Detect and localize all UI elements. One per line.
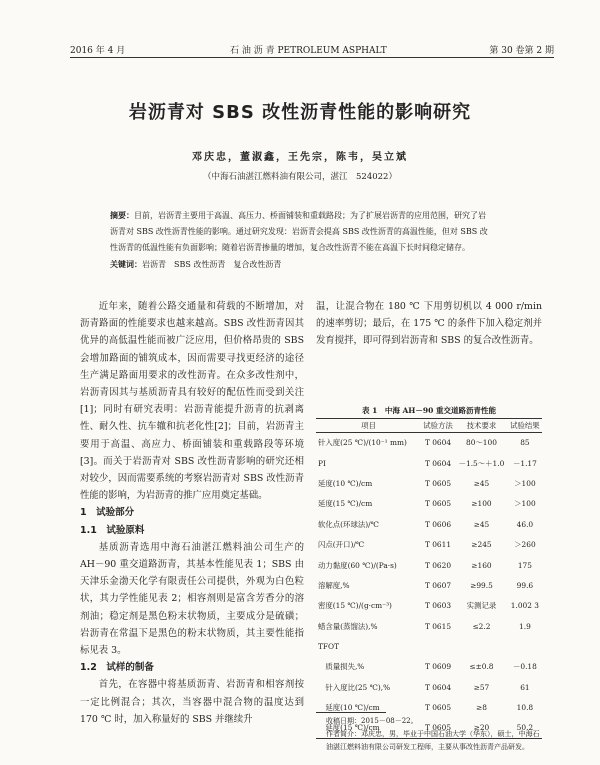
table-cell: ≥8 <box>476 703 487 713</box>
table-cell <box>421 636 455 656</box>
header-journal: 石 油 沥 青 PETROLEUM ASPHALT <box>230 46 387 56</box>
table-cell: T 0604 <box>424 682 452 692</box>
table-row <box>316 514 542 534</box>
table-row <box>316 473 542 493</box>
header-date: 2016 年 4 月 <box>70 46 126 56</box>
table-cell: 46.0 <box>516 519 534 529</box>
table-cell: 延度(15 ℃)/cm <box>318 499 373 509</box>
footnote-received: 收稿日期：2015－08－22。 <box>326 717 418 725</box>
table-cell: 密度(15 ℃)/(g·cm⁻³) <box>318 601 392 611</box>
table-cell: ≥20 <box>473 723 490 733</box>
table-row <box>316 575 542 595</box>
footnote <box>326 715 542 754</box>
table-header-cell: 技术要求 <box>466 421 497 430</box>
abstract-label: 摘要： <box>110 210 134 220</box>
table-cell: T 0606 <box>424 519 452 529</box>
table-row <box>316 616 542 636</box>
table-cell: T 0611 <box>424 540 452 550</box>
properties-table <box>316 418 542 739</box>
keywords-text: 岩沥青 SBS 改性沥青 复合改性沥青 <box>142 260 282 269</box>
table-cell: 溶解度,% <box>318 580 350 590</box>
table-cell: －1.17 <box>512 458 537 468</box>
abstract-text: 目前，岩沥青主要用于高温、高压力、桥面铺装和重载路段；为了扩展岩沥青的应用范围，研究了岩沥青对 SBS 改性沥青性能的影响。通过研究发现：岩沥青会提高 SBS 改性沥青的高温性能，但对 SBS 改性沥青的低温性能有负面影响；随着岩沥青掺量的增加，复合改性沥青不能在高温下长时间稳定储存。 <box>110 211 488 252</box>
table-cell: 80～100 <box>466 438 497 448</box>
table-cell: 61 <box>520 682 530 692</box>
table-cell: 蜡含量(蒸馏法),% <box>318 621 378 631</box>
table-cell: ≤±0.8 <box>469 662 494 672</box>
table-cell <box>508 636 542 656</box>
table-cell: ≥245 <box>471 540 492 550</box>
table-cell: T 0615 <box>424 621 452 631</box>
table-cell: 延度(10 ℃)/cm <box>318 478 373 488</box>
table-header-cell: 试验方法 <box>423 421 453 430</box>
table-row <box>316 433 542 453</box>
abstract <box>110 207 490 273</box>
table-cell: 针入度(25 ℃)/(10⁻¹ mm) <box>318 438 407 448</box>
table-row <box>316 453 542 473</box>
table-cell: 99.6 <box>516 580 534 590</box>
left-column <box>80 298 304 728</box>
table-cell: ≥57 <box>473 682 490 692</box>
table-header-cell: 试验结果 <box>510 421 540 430</box>
table-cell: T 0604 <box>424 438 452 448</box>
table-cell: T 0605 <box>424 703 452 713</box>
table-cell: 85 <box>520 438 530 448</box>
table-row <box>316 534 542 554</box>
keywords-label: 关键词： <box>110 259 142 269</box>
section-heading-1-2: 1.2 试样的制备 <box>80 662 154 674</box>
table-cell: 175 <box>517 560 532 570</box>
table-cell: －1.5～＋1.0 <box>458 458 505 468</box>
table-header-cell: 项目 <box>361 421 376 430</box>
table-row <box>316 596 542 616</box>
table-cell: 1.9 <box>519 621 531 631</box>
table-cell: TFOT <box>318 642 340 652</box>
table-cell: 1.002 3 <box>510 601 540 611</box>
table-cell: －0.18 <box>512 662 537 672</box>
table-cell: T 0604 <box>424 458 452 468</box>
table-cell: 10.8 <box>516 703 534 713</box>
table-cell: ＞100 <box>514 478 536 488</box>
table-cell: 软化点(环球法)/℃ <box>318 519 379 529</box>
table-cell: ＞260 <box>514 540 536 550</box>
table-row <box>316 555 542 575</box>
header-volume: 第 30 卷第 2 期 <box>489 46 554 56</box>
table-cell: T 0607 <box>424 580 452 590</box>
table-cell: 延度(10 ℃)/cm <box>318 703 380 713</box>
footnote-author-info: 作者简介：邓庆忠，男，毕业于中国石油大学（华东），硕士，中海石油湛江燃料油有限公司研发工程师，主要从事改性沥青产品研发。 <box>326 730 540 751</box>
table-cell: T 0620 <box>424 560 452 570</box>
intro-paragraph: 近年来，随着公路交通量和荷载的不断增加，对沥青路面的性能要求也越来越高。SBS 改性沥青因其优异的高低温性能而被广泛应用，但价格昂贵的 SBS 会增加路面的铺筑成本，因而需要寻找更经济的途径生产满足路面用要求的改性沥青。在众多改性剂中，岩沥青因其与基质沥青具有较好的配伍性而受到关注[1]；同时有研究表明：岩沥青能提升沥青的抗剥离性、耐久性、抗车辙和抗老化性[2]；目前，岩沥青主要用于高温、高应力、桥面铺装和重载路段等环境[3]。而关于岩沥青对 SBS 改性沥青影响的研究还相对较少，因而需要系统的考察岩沥青对 SBS 改性沥青性能的影响，为岩沥青的推广应用奠定基础。 <box>80 301 304 502</box>
table-cell: 质量损失,% <box>318 662 365 672</box>
table-cell: 动力黏度(60 ℃)/(Pa·s) <box>318 560 397 570</box>
running-header <box>70 40 554 58</box>
table-caption: 表 1 中海 AH－90 重交道路沥青性能 <box>362 406 496 415</box>
footnote-divider <box>316 712 386 713</box>
table-cell: ≥100 <box>471 499 492 509</box>
table-cell: ≥45 <box>473 478 490 488</box>
article-title: 岩沥青对 SBS 改性沥青性能的影响研究 <box>128 102 472 123</box>
table-row <box>316 657 542 677</box>
table-row <box>316 677 542 697</box>
table-cell: T 0609 <box>424 662 452 672</box>
table-row <box>316 494 542 514</box>
table-cell <box>455 636 508 656</box>
right-column-text: 温，让混合物在 180 ℃ 下用剪切机以 4 000 r/min 的速率剪切；最后，在 175 ℃ 的条件下加入稳定剂并发育搅拌，即可得到岩沥青和 SBS 的复合改性沥青。 <box>316 301 542 347</box>
materials-paragraph: 基质沥青选用中海石油湛江燃料油公司生产的 AH－90 重交道路沥青，其基本性能见表 1；SBS 由天津乐金渤天化学有限责任公司提供，外观为白色粒状，其力学性能见表 2；相容剂则是富含芳香分的溶剂油；稳定剂是黑色粉末状物质，主要成分是硫磺；岩沥青在常温下是黑色的粉末状物质，其主要性能指标见表 3。 <box>80 541 304 657</box>
article-authors: 邓庆忠，董淑鑫，王先宗，陈韦，吴立斌 <box>192 152 408 163</box>
table-cell: ＞100 <box>514 499 536 509</box>
table-cell: ≤2.2 <box>472 621 491 631</box>
table-cell: T 0605 <box>424 723 452 733</box>
table-cell: ≥99.5 <box>470 580 493 590</box>
table-cell: 50.2 <box>516 723 534 733</box>
table-cell: T 0605 <box>424 478 452 488</box>
table-cell: PI <box>318 458 326 468</box>
table-cell: T 0603 <box>424 601 452 611</box>
section-heading-1: 1 试验部分 <box>80 507 135 519</box>
table-cell: 闪点(开口)/℃ <box>318 540 365 550</box>
preparation-paragraph: 首先，在容器中将基质沥青、岩沥青和相容剂按一定比例混合；其次，当容器中混合物的温度达到 170 ℃ 时，加入称量好的 SBS 并继续升 <box>80 679 304 725</box>
article-affiliation: （中海石油湛江燃料油有限公司，湛江 524022） <box>203 172 397 182</box>
table-cell: ≥160 <box>471 560 492 570</box>
section-heading-1-1: 1.1 试验原料 <box>80 524 145 536</box>
table-row <box>316 636 542 656</box>
table-cell: 实测记录 <box>466 601 497 611</box>
table-cell: 延度(15 ℃)/cm <box>318 723 380 733</box>
table-cell: T 0605 <box>424 499 452 509</box>
table-cell: ≥45 <box>473 519 490 529</box>
table-cell: 针入度比(25 ℃),% <box>318 682 391 692</box>
